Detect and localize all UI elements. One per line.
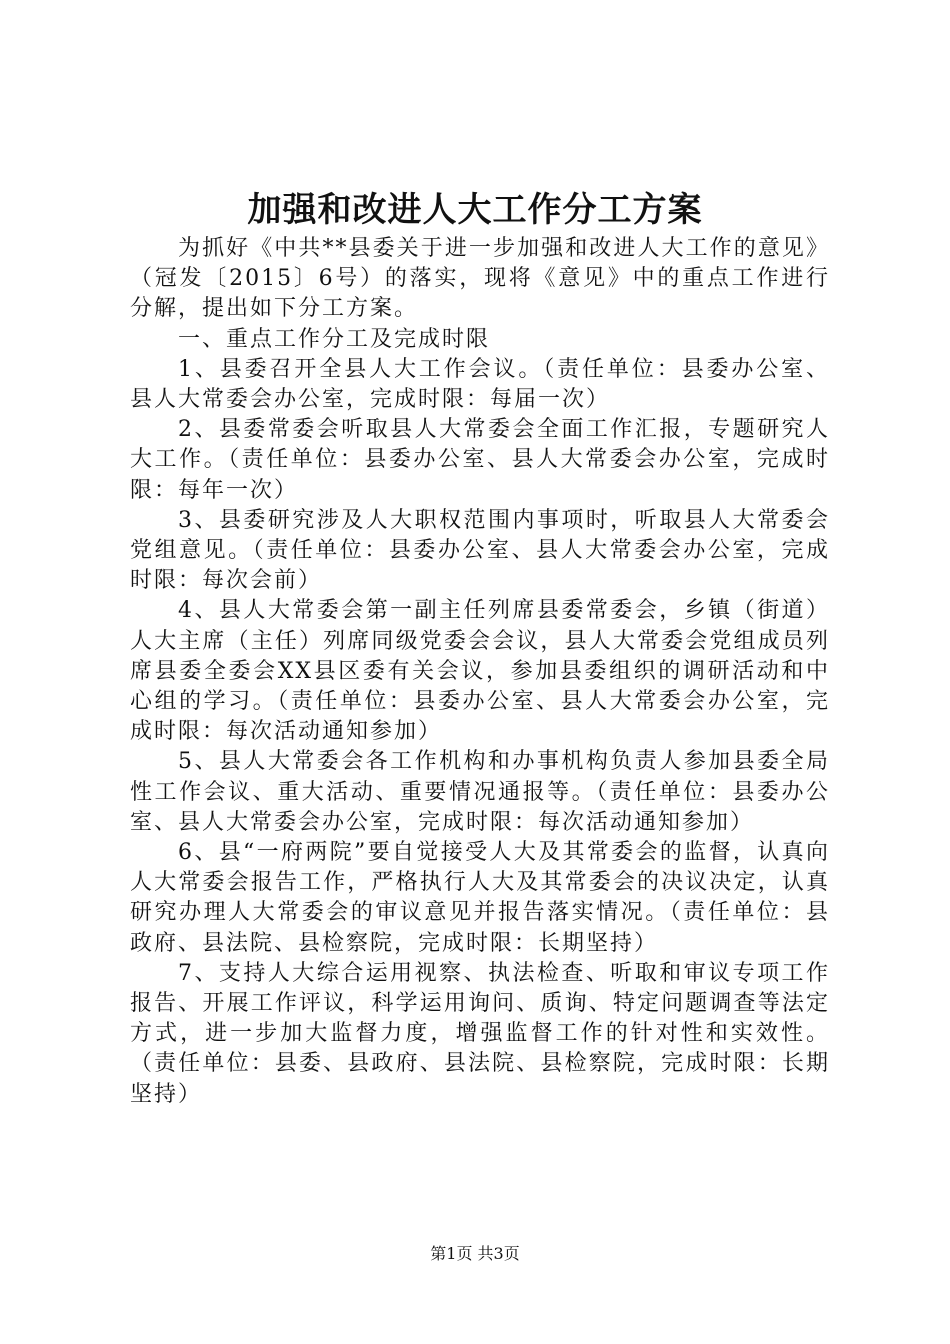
paragraph-item-1: 1、县委召开全县人大工作会议。（责任单位：县委办公室、县人大常委会办公室，完成时限：每届一次）	[130, 356, 830, 413]
page-footer: 第1页 共3页	[430, 1244, 520, 1263]
paragraph-item-7: 7、支持人大综合运用视察、执法检查、听取和审议专项工作报告、开展工作评议，科学运用询问、质询、特定问题调查等法定方式，进一步加大监督力度，增强监督工作的针对性和实效性。（责任单位：县委、县政府、县法院、县检察院，完成时限：长期坚持）	[130, 960, 830, 1107]
paragraph-item-2: 2、县委常委会听取县人大常委会全面工作汇报，专题研究人大工作。（责任单位：县委办公室、县人大常委会办公室，完成时限：每年一次）	[130, 417, 830, 503]
paragraph-item-5: 5、县人大常委会各工作机构和办事机构负责人参加县委全局性工作会议、重大活动、重要情况通报等。（责任单位：县委办公室、县人大常委会办公室，完成时限：每次活动通知参加）	[130, 749, 830, 835]
section-heading: 一、重点工作分工及完成时限	[178, 326, 491, 352]
paragraph-intro: 为抓好《中共**县委关于进一步加强和改进人大工作的意见》（冠发〔2015〕6号）的落实，现将《意见》中的重点工作进行分解，提出如下分工方案。	[130, 236, 830, 322]
document-title: 加强和改进人大工作分工方案	[247, 190, 703, 230]
paragraph-item-6: 6、县“一府两院”要自觉接受人大及其常委会的监督，认真向人大常委会报告工作，严格执行人大及其常委会的决议决定，认真研究办理人大常委会的审议意见并报告落实情况。（责任单位：县政府、县法院、县检察院，完成时限：长期坚持）	[130, 840, 830, 956]
document-body	[130, 234, 830, 1110]
paragraph-item-4: 4、县人大常委会第一副主任列席县委常委会，乡镇（街道）人大主席（主任）列席同级党委会会议，县人大常委会党组成员列席县委全委会XX县区委有关会议，参加县委组织的调研活动和中心组的学习。（责任单位：县委办公室、县人大常委会办公室，完成时限：每次活动通知参加）	[130, 598, 830, 745]
paragraph-item-3: 3、县委研究涉及人大职权范围内事项时，听取县人大常委会党组意见。（责任单位：县委办公室、县人大常委会办公室，完成时限：每次会前）	[130, 507, 830, 594]
